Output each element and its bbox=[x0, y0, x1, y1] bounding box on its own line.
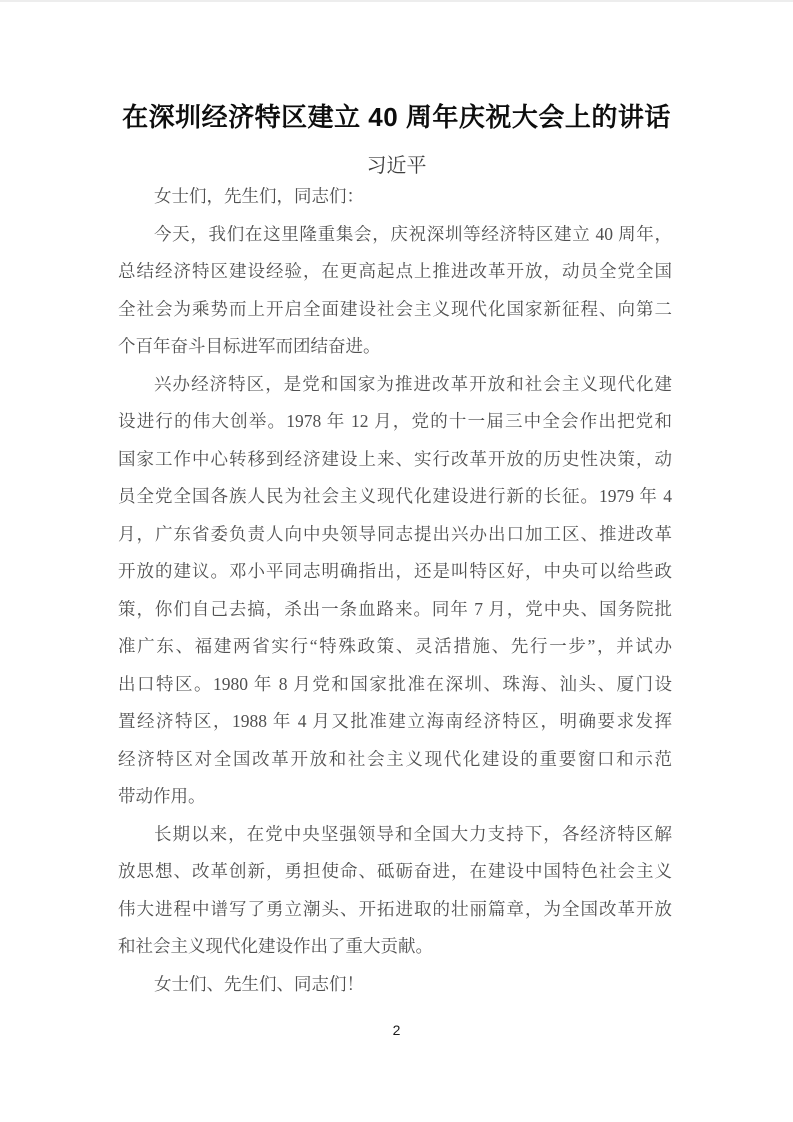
text-line: 员全党全国各族人民为社会主义现代化建设进行新的长征。1979 年 4 bbox=[118, 486, 672, 506]
text-line: 策，你们自己去搞，杀出一条血路来。同年 7 月，党中央、国务院批 bbox=[118, 598, 672, 619]
text-line: 放思想、改革创新，勇担使命、砥砺奋进，在建设中国特色社会主义 bbox=[118, 861, 672, 881]
text-line: 全社会为乘势而上开启全面建设社会主义现代化国家新征程、向第二 bbox=[118, 298, 672, 319]
text-line: 置经济特区，1988 年 4 月又批准建立海南经济特区，明确要求发挥 bbox=[118, 711, 672, 731]
paragraph-salutation bbox=[118, 178, 672, 216]
paragraph-history bbox=[118, 366, 672, 816]
text-line: 和社会主义现代化建设作出了重大贡献。 bbox=[118, 936, 433, 956]
text-line: 女士们，先生们，同志们： bbox=[154, 186, 364, 206]
text-line: 总结经济特区建设经验，在更高起点上推进改革开放，动员全党全国 bbox=[118, 261, 672, 281]
document-title: 在深圳经济特区建立 40 周年庆祝大会上的讲话 bbox=[122, 102, 671, 132]
paragraph-achievements bbox=[118, 816, 672, 966]
page-number: 2 bbox=[392, 1022, 401, 1038]
text-line: 长期以来，在党中央坚强领导和全国大力支持下，各经济特区解 bbox=[154, 823, 672, 844]
text-line: 开放的建议。邓小平同志明确指出，还是叫特区好，中央可以给些政 bbox=[118, 561, 672, 581]
text-line: 出口特区。1980 年 8 月党和国家批准在深圳、珠海、汕头、厦门设 bbox=[118, 673, 672, 694]
text-line: 经济特区对全国改革开放和社会主义现代化建设的重要窗口和示范 bbox=[118, 748, 672, 769]
scan-edge-artifact bbox=[0, 0, 793, 2]
text-line: 月，广东省委负责人向中央领导同志提出兴办出口加工区、推进改革 bbox=[118, 523, 672, 544]
text-line: 国家工作中心转移到经济建设上来、实行改革开放的历史性决策，动 bbox=[118, 448, 672, 469]
text-line: 伟大进程中谱写了勇立潮头、开拓进取的壮丽篇章，为全国改革开放 bbox=[118, 898, 672, 919]
text-line: 设进行的伟大创举。1978 年 12 月，党的十一届三中全会作出把党和 bbox=[118, 411, 672, 431]
text-line: 个百年奋斗目标进军而团结奋进。 bbox=[118, 336, 381, 356]
text-line: 带动作用。 bbox=[118, 786, 206, 806]
document-author: 习近平 bbox=[366, 155, 427, 177]
document-body bbox=[118, 178, 672, 1003]
text-line: 今天，我们在这里隆重集会，庆祝深圳等经济特区建立 40 周年， bbox=[154, 223, 672, 244]
paragraph-salutation-2 bbox=[118, 966, 672, 1004]
text-line: 准广东、福建两省实行“特殊政策、灵活措施、先行一步”，并试办 bbox=[118, 636, 672, 656]
text-line: 兴办经济特区，是党和国家为推进改革开放和社会主义现代化建 bbox=[154, 373, 672, 394]
text-line: 女士们、先生们、同志们！ bbox=[154, 973, 364, 994]
paragraph-opening bbox=[118, 216, 672, 366]
